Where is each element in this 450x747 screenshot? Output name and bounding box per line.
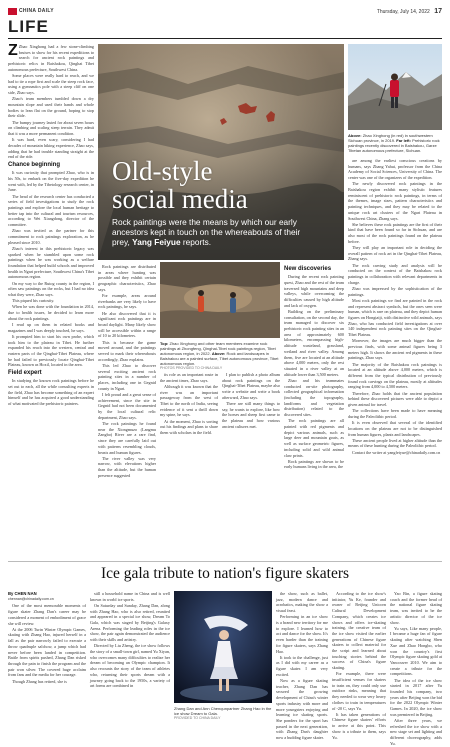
paragraph: Rock paintings are shown to be early humans living in the area, the [284,458,344,470]
paragraph: When he was done with the foundation in 2014, due to health issues, he decided to learn more about the rock paintings. [8,304,94,321]
paragraph: It took to the challenge, just as I did with my career as a figure skater. I am very excited. [276,654,328,677]
climber-photo-image [348,44,442,130]
paragraph: Yu says, Like many people, I became a huge fan of figure skating after watching Shen Xue and Zhao Hongbo, who won the country's first Olympic figure skating gold at Vancouver 2010. We aim to create a tribute for the competitions. [390,625,442,677]
paragraph: Some places were really hard to reach, and we had to tie a rope first and scale the steep rock face, using a gymnastics pole with a steep cliff on one side, Zhao says. [8,73,94,96]
paragraph: Contact the writer at yangfeiyue@chinadaily.com.cn [352,449,441,455]
paragraph: On Saturday and Sunday, Zhang Dan, along with Zhang Hao, who is also retired, reunited and appeared in a special ice show, Dream To Gala, which was staged by Beijing's Galaxy Arena. Performing the leading roles in the ice show, the pair again demonstrated the audience with their skills and artistry. [90,602,170,643]
paragraph: He also discovered that it is significant rock paintings are in broad daylight. Many likely show will be accessible within a range of 10 to 20 kilometers. [98,310,156,339]
masthead [8,6,442,16]
paragraph: At the 2006 Turin Winter Olympic Games, skating with Zhang Hao, injured herself in a fall as the pair narrowly failed to execute a throw quadruple salchow, a jump which had never before been landed in competition. Battle from spirits pushed, Zhang Dan risked through the pain to finish the program and the pair won silver. The covered huge acclaim from fans and the media for her courage. [8,626,86,678]
paragraph: The collections have been made to have meaning during the Paleolithic period. [348,408,442,419]
paragraph: Zhao was invited as the partner for this commitment to rock paintings exploration, as he pleased since 2010. [8,228,94,245]
paragraph: are among the earliest conscious creations by humans, says Zhang Yahui, professor from the China Academy of Social Sciences, University of China. The center was one of the organizers of the expedition. [348,158,442,181]
skater-caption: Zhang Dan and Ann Chenqunpartner Zhang Hao in the ice show Dream to Gala. PROVIDED TO CHINA DAILY [174,706,272,720]
climber-caption: Above: Zhao Xinghong (in red) in southwestern Sichuan province, in 2019. Far left: Prehistoric rock paintings recently discovered in Baishakou, Garze Tibetan autonomous prefecture, Sichuan. [348,133,440,153]
paragraph: It was hard, even scary, considering I had decades of mountain hiking experience, Zhao says, adding that he had trouble standing straight at the end of the ride. [8,137,94,160]
feature-column-1 [8,44,94,559]
paragraph: Rock paintings are distributed in areas where hunting was possible and they exhibit certain geographic characteristics, Zhao says. [98,264,156,292]
feature-byline: Yang Feiyue [132,237,181,247]
paragraph: At the moment, Zhao is sorting out his findings and plans to share them with scholars in the field. [160,418,218,436]
date-page [377,8,442,15]
paragraph: This piqued his curiosity. [12,298,55,304]
paragraph: In studying the known rock paintings before he set out to each, all the while consulting experts in the field, Zhao has become something of an expert himself and he has acquired a good understanding of what motivated the prehistoric painters. [8,378,94,407]
subhead-chance-beginning: Chance beginning [8,162,61,169]
paragraph: The majority of the Baishakou rock paintings is located at an altitude above 4,000 meters, which is different from the typical distribution of previously found rock carvings on the plateau, mostly at altitudes ranging from 4,000 to 4,500 meters. [348,361,442,390]
ice-column-5 [390,591,442,746]
paragraph: For example, areas around riverbanks are very likely to have rock paintings, he says. [98,293,156,310]
paragraph: Building on the preliminary consultation, on the second day, the team managed to discover six prehistoric rock painting sites in an area of approximately 600 kilometers, encompassing high-altitude wasteland, grassland, wetland and river valley. Among them, five are located at an altitude above 4,000 meters, only the rest situated in a river valley at an altitude lower than 3,500 meters. [284,308,344,377]
skater-photo [174,591,272,703]
china-daily-logo-icon [8,8,17,15]
ice-email: chennan@chinadaily.com.cn [8,597,54,602]
paragraph: The bumpy journey lasted for about seven hours on climbing and scaling steep terrain. They admit that it was a more permanent condition. [8,119,94,137]
paragraph: Directed by Liu Zheng, the ice show follows the story of a small-town girl, named Yu Xiyan, who overcomes many difficulties to realize her dream of becoming an Olympic champion. It also recounts the story of the team of athletes who, returning their sports dream with a journey going back to the 1950s, a variety of art forms are combined in [90,643,170,689]
feature-standfirst: Rock paintings were the means by which our early ancestors kept in touch on the whereabouts of their prey, Yang Feiyue reports. [112,217,301,247]
paragraph: This is because the game moved around, and the paintings served to mark their whereabouts accordingly, Zhao explains. [98,339,156,362]
paragraph: Zhao was impressed by the sophistication of the paintings. [348,285,442,297]
paragraph: Zhao's team members tumbled down a dry mountain slope and used their hands and whole bodies to lean flat on the ground, hoping to stop their slide. [8,96,94,119]
feature-column-6 [348,158,442,559]
section-title: LIFE [8,17,49,36]
paragraph: The rock carving study and analysis will be conducted on the context of the Baishakou rock paintings in collaboration with relevant departments in charge. [348,262,442,285]
paragraph: Though Zhang has retired, she is [12,678,67,684]
ice-gala-headline: Ice gala tribute to nation's figure skaters [100,565,350,582]
paragraph: The rock paintings are all painted with red pigments and depict various animals, such as large deer and mountain goats, as well as surface geometric figures, including solid and wild animal claw prints. [284,418,344,458]
ice-column-2 [90,591,170,741]
ice-column-3 [276,591,328,741]
paragraph: It prompted him to start his own probe, which took him to the plateau in Tibet. He further expanded his reach into the western, central and eastern parts of the Qinghai-Tibet Plateau, where he had failed to previously locate Qinghai-Tibet Plateau, known as Hoxil, located in the area. [8,333,94,368]
paragraph: The river valley was very narrow, with elevations higher than the altitude, but the human presence suggested [98,455,156,478]
paragraph: She believes these rock paintings are the first of their kind that have been found so far in Sichuan, and are also most of the rock paintings found on the plateau before. [348,221,442,244]
page-number: 17 [434,7,442,15]
paragraph: For example, there were insufficient venues for skaters to train on, they could only use outdoor rinks, meaning that they needed to wear very heavy clothes to train in temperatures of -20 C, says Yu. [332,671,386,711]
paragraph: Although it was known that the river was an important passageway from the west of Tibet to the north of India, seeing evidence of it sent a thrill down my spine, he says. [160,383,218,418]
issue-date: Thursday, July 14, 2022 [376,8,430,15]
feature-headline: Old-style social media [112,156,248,214]
cave-photo-team [160,262,280,338]
paragraph: Moreover, the images are much bigger than the previous finds, with some animal figures being 3 meters high. It shows the ancient red pigments in these paintings, Zhao says. [348,338,442,361]
paragraph: the show, such as ballet, jazz, modern dance and acrobatics, making the show a visual feast. [276,591,328,614]
paragraph: I plan to publish a photo album about rock paintings on the Qinghai-Tibet Plateau, maybe also write a website and write a book afterward, Zhao says. [222,372,280,400]
paragraph: I read up on them in related books and magazines and I was deeply touched, he says. [8,322,94,333]
paragraph: They will play an important role in deciding the overall pattern of rock art in the Qinghai-Tibet Plateau, Zhang says. [348,245,442,262]
skater-photo-image [174,591,272,703]
subhead-new-discoveries: New discoveries [284,266,332,272]
ice-column-4 [332,591,386,741]
brand-name: CHINA DAILY [19,8,54,14]
paragraph: It was curiosity that prompted Zhao, who is in his 50s, to embark on the five-day expedition he went with, led by the Tibetology research center, in June. [8,170,94,193]
ice-byline: By CHEN NAN [8,591,37,596]
paragraph: Performing in an ice show is a brand new territory for me to explore. I learned how to act and dance for the show. It's even harder than the training for figure skaters, says Zhang Hao. [276,614,328,654]
paragraph: Therefore, Zhao holds that the ancient population behind these discovered pictures were able to depict a given animal for travel. [348,390,442,408]
paragraph: This led Zhao to discover several exciting ancient rock painting sites in a number of places, including one in Gegnid county in Ngari. [98,362,156,391]
paragraph: The newly discovered rock paintings in the Baishakou region exhibit many stylistic features reminiscent of prehistoric rock paintings, in terms of the themes, image sizes, pattern characteristics and painting techniques, and they may be related to the unique rock art clusters of the Ngari Plateau in Southwest China, Zhang says. [348,181,442,221]
hero-photo-rock-painting [98,44,344,260]
climber-photo [348,44,442,130]
story-divider [8,561,442,562]
paragraph: The head of the research center has conducted a series of field investigations to study the rock paintings and explore the local human heritage to better tap into the cultural and tourism resources, according to Wei Xiangdong, director of the committee. [8,193,94,228]
paragraph: During the recent rock painting quest, Zhao and the rest of the team traversed high mountains and deep valleys, while overcoming the difficulties caused by high altitude and lack of oxygen. [284,274,344,308]
paragraph: According to the ice show's initiator, Yu Ke, founder and owner of Beijing Unicorn Cultural Development Company, which creates ice shows and offers ice-skating training, the creative team of the ice show visited the earlier generations of Chinese figure skaters to collect material for the script and learned about touching stories behind the success of China's figure skating. [332,591,386,671]
cave-photo-image [160,262,280,338]
paragraph: The idea of the ice show started in 2017 after Yu founded his company, two years after Beijing won the bid for the 2022 Olympic Winter Games. In 2020, the ice show was premiered in Beijing. [390,677,442,717]
cave-caption: Top: Zhao Xinghong and other team members examine rock paintings at Zhongfeng, Qinghai-Tibet rock paintings region, Tibet autonomous region, in 2022. Above: Rock and landscapes in Baishakou are a painted surface, Tibet autonomous province, Tibet autonomous region. PHOTOS PROVIDED TO CHINA DAILY [160,341,279,370]
paragraph: Most rock paintings we find are painted in the rock and represent abstract symbols, but the ones seen were human, which is rare on plateau, and they depict human figures on Hongtaiji, with distinctive wild animals, says Zhao, who has conducted field investigations at over 140 independent rock painting sites on the Qinghai-Tibet Plateau. [348,297,442,338]
paragraph: Now as a figure skating teacher, Zhang Dan has secured the growing development of China's winter sports industry with more and more youngsters enjoying and learning ice skating sports. She ponders for the sport has passed in the next generation, with Zhang Dan's daughter now a budding figure skater. [276,678,328,741]
feature-column-4 [222,372,280,559]
paragraph: its role as an important route in the ancient times, Zhao says. [160,372,218,383]
paragraph: The rock paintings he found near the Xiongmuzo (Langmu Zangbo) River are a rare find, since they are carefully laid out with patterns resembling clouds, beasts and human figures. [98,420,156,455]
feature-column-3 [160,372,218,559]
brand [8,8,54,15]
paragraph: It has taken generations of Chinese figure skaters' efforts to arrive at this point. This show is a tribute to them, says Yu. [332,711,386,740]
paragraph: These ancient people lived at higher altitude than the means of these hunting during the Paleolithic period. [348,437,442,449]
paragraph: After three years, we refreshed the ice show with a new stage set and lighting and different choreography, adds Yu. [390,717,442,746]
paragraph: On my way to the Rutog county in the region, I often saw paintings on the rocks, but I had no idea what they were, Zhao says. [8,280,94,298]
ice-column-1 [8,591,86,741]
feature-column-5 [284,264,344,559]
subhead-field-expert: Field expert [8,370,42,377]
paragraph: It is even observed that several of the identified locations on the plateau are not to be distinguished from human figures, plants and landscapes. [348,420,442,437]
paragraph: Zhao and his teammates conducted on-site photography, collected geographical information (including the topography, landforms and vegetation distribution) related to the discovered sites. [284,377,344,418]
paragraph: One of the most memorable moments of figure skater Zhang Dan's career may be considered a moment of embodiment of grace she will review. [8,603,86,626]
paragraph: I felt proud and a great sense of achievement, since the site in Gegnid had not been documented by the local cultural relic department, Zhao says. [98,391,156,420]
paragraph: Yao Bin, a figure skating coach and the former head of the national figure skating team, was invited to be the artistic director of the ice show. [390,591,442,625]
feature-column-2 [98,264,156,559]
paragraph: Zhao's interest in this prehistoric legacy was sparked when he stumbled upon some rock paintings when he was working as a welfare foundation that helped build schools and improved health in Ngari prefecture, Southwest China's Tibet autonomous region. [8,245,94,280]
section-divider [8,38,442,39]
paragraph: Z Zhao Xinghong had a few stone-climbing bruises to show for his recent expeditions to search for ancient rock paintings and prehistoric relics in Baishakou, Qinghai Tibet autonomous prefecture, Southwest China. [8,42,94,72]
paragraph: still a household name in China and is well known in world ice sports. [90,591,170,602]
paragraph: There are still many things to say, he wants to explore, like how the horses and sheep first came to the plateau and how various ancient cultures met. [222,401,280,429]
